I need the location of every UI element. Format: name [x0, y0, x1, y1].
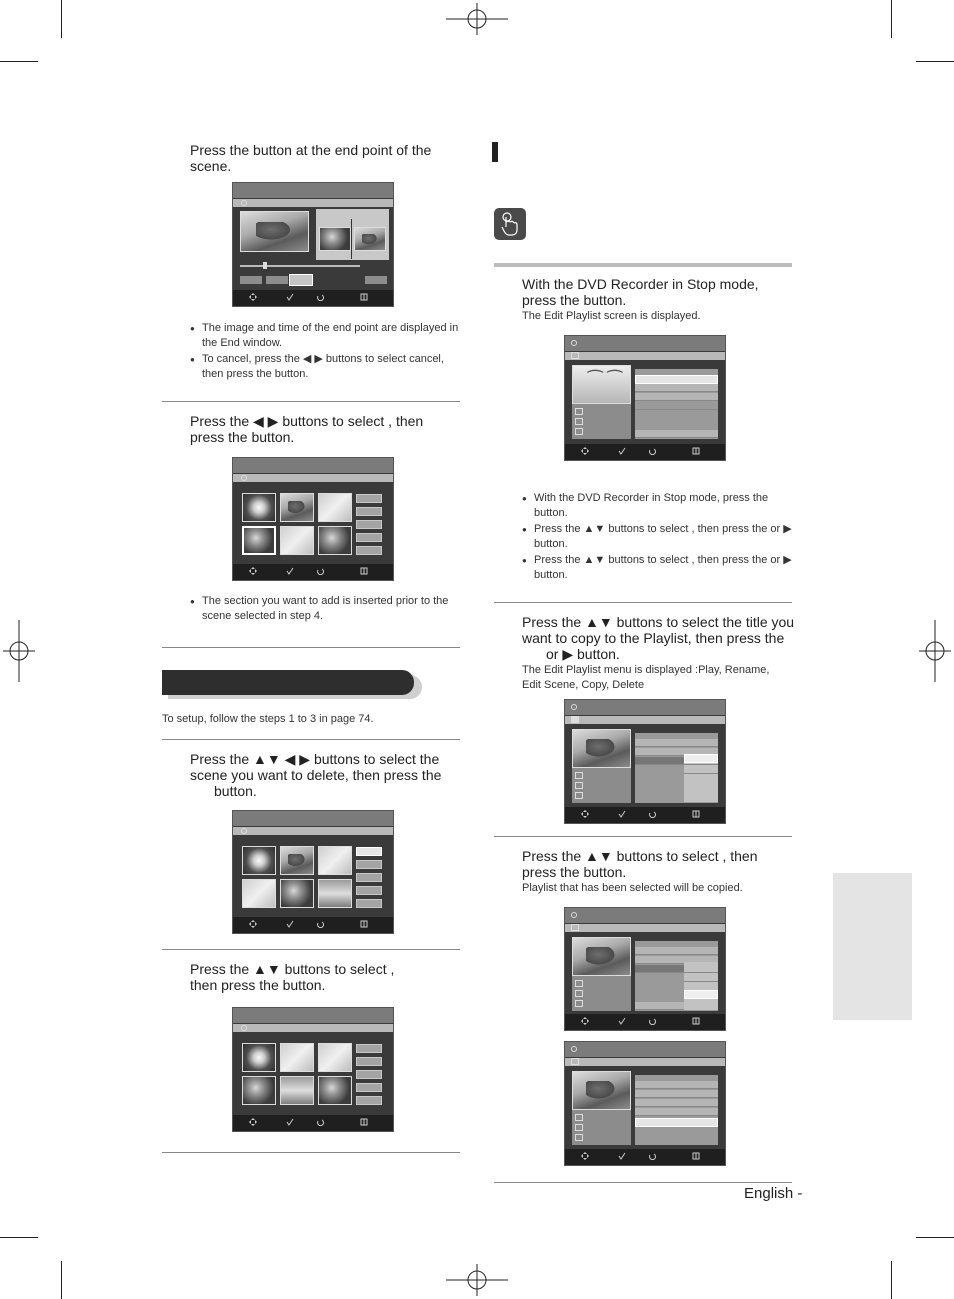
scene-thumb	[242, 526, 276, 555]
osd-screen-copy-select	[564, 907, 726, 1031]
scene-thumb	[318, 846, 352, 875]
playlist-menu	[635, 1075, 718, 1145]
crop-mark	[891, 0, 892, 38]
end-frame-image	[354, 227, 386, 251]
menu-option	[356, 886, 382, 895]
menu-item	[635, 1099, 718, 1107]
ok-icon	[618, 447, 626, 455]
exit-icon	[692, 1152, 700, 1160]
return-icon	[316, 1118, 324, 1126]
thick-rule	[494, 263, 792, 267]
section-side-tab	[833, 873, 912, 1020]
exit-icon	[360, 567, 368, 575]
registration-mark-top	[446, 3, 508, 35]
osd-screen-edit-playlist	[564, 335, 726, 461]
title-thumb	[572, 1071, 631, 1110]
ok-icon	[286, 1118, 294, 1126]
hand-glyph	[494, 208, 526, 240]
preview-image	[240, 211, 309, 252]
progress-track	[240, 265, 360, 267]
move-icon	[249, 567, 257, 575]
menu-option	[356, 533, 382, 542]
crop-mark	[916, 61, 954, 62]
title-thumb	[572, 365, 631, 404]
ok-icon	[286, 920, 294, 928]
menu-item	[635, 430, 718, 438]
return-icon	[316, 567, 324, 575]
return-icon	[648, 447, 656, 455]
menu-option	[356, 873, 382, 882]
info-icon	[575, 792, 583, 799]
scene-thumb	[242, 493, 276, 522]
step-select-copy: Press the ▲▼ buttons to select , then press the button. Playlist that has been selected will be copied.	[522, 848, 758, 894]
registration-mark-left	[3, 620, 35, 682]
osd-screen-end-point	[232, 182, 394, 307]
menu-option	[356, 1070, 382, 1079]
notes-end-point	[190, 321, 462, 383]
scene-thumb	[280, 1043, 314, 1072]
return-icon	[648, 1152, 656, 1160]
move-icon	[581, 1152, 589, 1160]
step-stop-mode: With the DVD Recorder in Stop mode, press the button. The Edit Playlist screen is displayed.	[522, 276, 759, 322]
info-icon	[575, 990, 583, 997]
divider	[162, 647, 460, 648]
divider	[162, 1152, 460, 1153]
info-icon	[575, 1000, 583, 1007]
move-icon	[581, 447, 589, 455]
menu-item	[635, 1118, 718, 1127]
return-icon	[316, 293, 324, 301]
menu-item	[635, 947, 718, 955]
osd-screen-playlist-menu	[564, 699, 726, 824]
progress-marker	[263, 262, 267, 269]
hand-press-icon	[494, 208, 526, 240]
scene-thumb	[242, 1043, 276, 1072]
notes-select-action	[190, 594, 462, 625]
note-item: ● The image and time of the end point are displayed in the End window.	[190, 321, 462, 351]
divider	[162, 401, 460, 402]
ok-icon	[286, 293, 294, 301]
info-icon	[575, 418, 583, 425]
menu-option	[356, 507, 382, 516]
menu-option	[356, 847, 382, 856]
exit-icon	[692, 1017, 700, 1025]
submenu	[684, 962, 718, 1010]
scene-thumb	[242, 879, 276, 908]
exit-icon	[360, 1118, 368, 1126]
menu-item	[635, 375, 718, 384]
registration-mark-right	[919, 620, 951, 682]
scene-thumb	[318, 1076, 352, 1105]
scene-thumb	[318, 526, 352, 555]
submenu	[684, 754, 718, 802]
crop-mark	[916, 1237, 954, 1238]
exit-icon	[360, 920, 368, 928]
title-thumb	[572, 729, 631, 768]
info-icon	[575, 1124, 583, 1131]
info-icon	[575, 772, 583, 779]
crop-mark	[61, 1261, 62, 1299]
scene-thumb	[318, 879, 352, 908]
info-icon	[575, 1114, 583, 1121]
scene-thumb	[280, 526, 314, 555]
crop-mark	[61, 0, 62, 38]
note-item: ● Press the ▲▼ buttons to select , then press the or ▶ button.	[522, 553, 794, 583]
exit-icon	[692, 447, 700, 455]
ok-icon	[618, 1017, 626, 1025]
exit-icon	[360, 293, 368, 301]
info-icon	[575, 1134, 583, 1141]
scene-thumb	[280, 846, 314, 875]
scene-thumb	[318, 1043, 352, 1072]
return-icon	[648, 1017, 656, 1025]
note-item: ● To cancel, press the ◀ ▶ buttons to select cancel, then press the button.	[190, 352, 462, 382]
crop-mark	[0, 1237, 38, 1238]
note-item: ● With the DVD Recorder in Stop mode, press the button.	[522, 491, 794, 521]
step-select-title: Press the ▲▼ buttons to select the title you want to copy to the Playlist, then press the or ▶ button. The Edit Playlist menu is displayed :Play, Rename, Edit Scene, Copy, Delete	[522, 614, 795, 691]
notes-stop-mode	[522, 491, 794, 584]
title-thumb	[572, 937, 631, 976]
menu-option	[356, 899, 382, 908]
info-icon	[575, 408, 583, 415]
menu-item	[635, 393, 718, 401]
note-item: ● Press the ▲▼ buttons to select , then press the or ▶ button.	[522, 522, 794, 552]
step-end-point: Press the button at the end point of the scene.	[190, 142, 432, 174]
move-icon	[581, 810, 589, 818]
divider	[494, 1182, 792, 1183]
step-select-action: Press the ◀ ▶ buttons to select , then press the button.	[190, 413, 424, 445]
scene-thumb	[280, 493, 314, 522]
section-header-band	[162, 670, 414, 695]
exit-icon	[692, 810, 700, 818]
menu-item	[635, 739, 718, 747]
menu-option	[356, 1083, 382, 1092]
divider	[162, 949, 460, 950]
osd-screen-copy-result	[564, 1041, 726, 1166]
menu-item	[635, 384, 718, 392]
start-frame-image	[319, 227, 351, 251]
menu-item	[635, 402, 718, 410]
info-icon	[575, 782, 583, 789]
heading-marker	[492, 142, 498, 162]
move-icon	[249, 293, 257, 301]
scene-thumb	[242, 846, 276, 875]
menu-option	[356, 546, 382, 555]
osd-screen-after-delete	[232, 1007, 394, 1132]
scene-thumb	[280, 1076, 314, 1105]
menu-option	[356, 860, 382, 869]
info-icon	[575, 980, 583, 987]
menu-option	[356, 1044, 382, 1053]
divider	[162, 739, 460, 740]
osd-screen-delete-scene	[232, 810, 394, 934]
return-icon	[316, 920, 324, 928]
osd-screen-scene-grid	[232, 457, 394, 581]
crop-mark	[891, 1261, 892, 1299]
note-item: ● The section you want to add is inserted prior to the scene selected in step 4.	[190, 594, 462, 624]
menu-option	[356, 494, 382, 503]
menu-item	[635, 1090, 718, 1098]
step-confirm-delete: Press the ▲▼ buttons to select , then press the button.	[190, 961, 395, 993]
menu-item	[635, 1081, 718, 1089]
move-icon	[581, 1017, 589, 1025]
ok-icon	[286, 567, 294, 575]
move-icon	[249, 920, 257, 928]
ok-icon	[618, 1152, 626, 1160]
menu-option	[356, 1057, 382, 1066]
scene-thumb	[242, 1076, 276, 1105]
setup-note: To setup, follow the steps 1 to 3 in page 74.	[162, 713, 374, 725]
info-icon	[575, 428, 583, 435]
divider	[494, 836, 792, 837]
menu-option	[356, 1096, 382, 1105]
playlist-menu	[635, 369, 718, 439]
menu-item	[635, 1108, 718, 1116]
divider	[494, 602, 792, 603]
ok-icon	[618, 810, 626, 818]
menu-option	[356, 520, 382, 529]
registration-mark-bottom	[446, 1264, 508, 1296]
step-select-scene: Press the ▲▼ ◀ ▶ buttons to select the scene you want to delete, then press the button.	[190, 751, 442, 799]
page-footer-label: English -	[744, 1185, 803, 1202]
return-icon	[648, 810, 656, 818]
move-icon	[249, 1118, 257, 1126]
scene-thumb	[280, 879, 314, 908]
crop-mark	[0, 61, 38, 62]
scene-thumb	[318, 493, 352, 522]
